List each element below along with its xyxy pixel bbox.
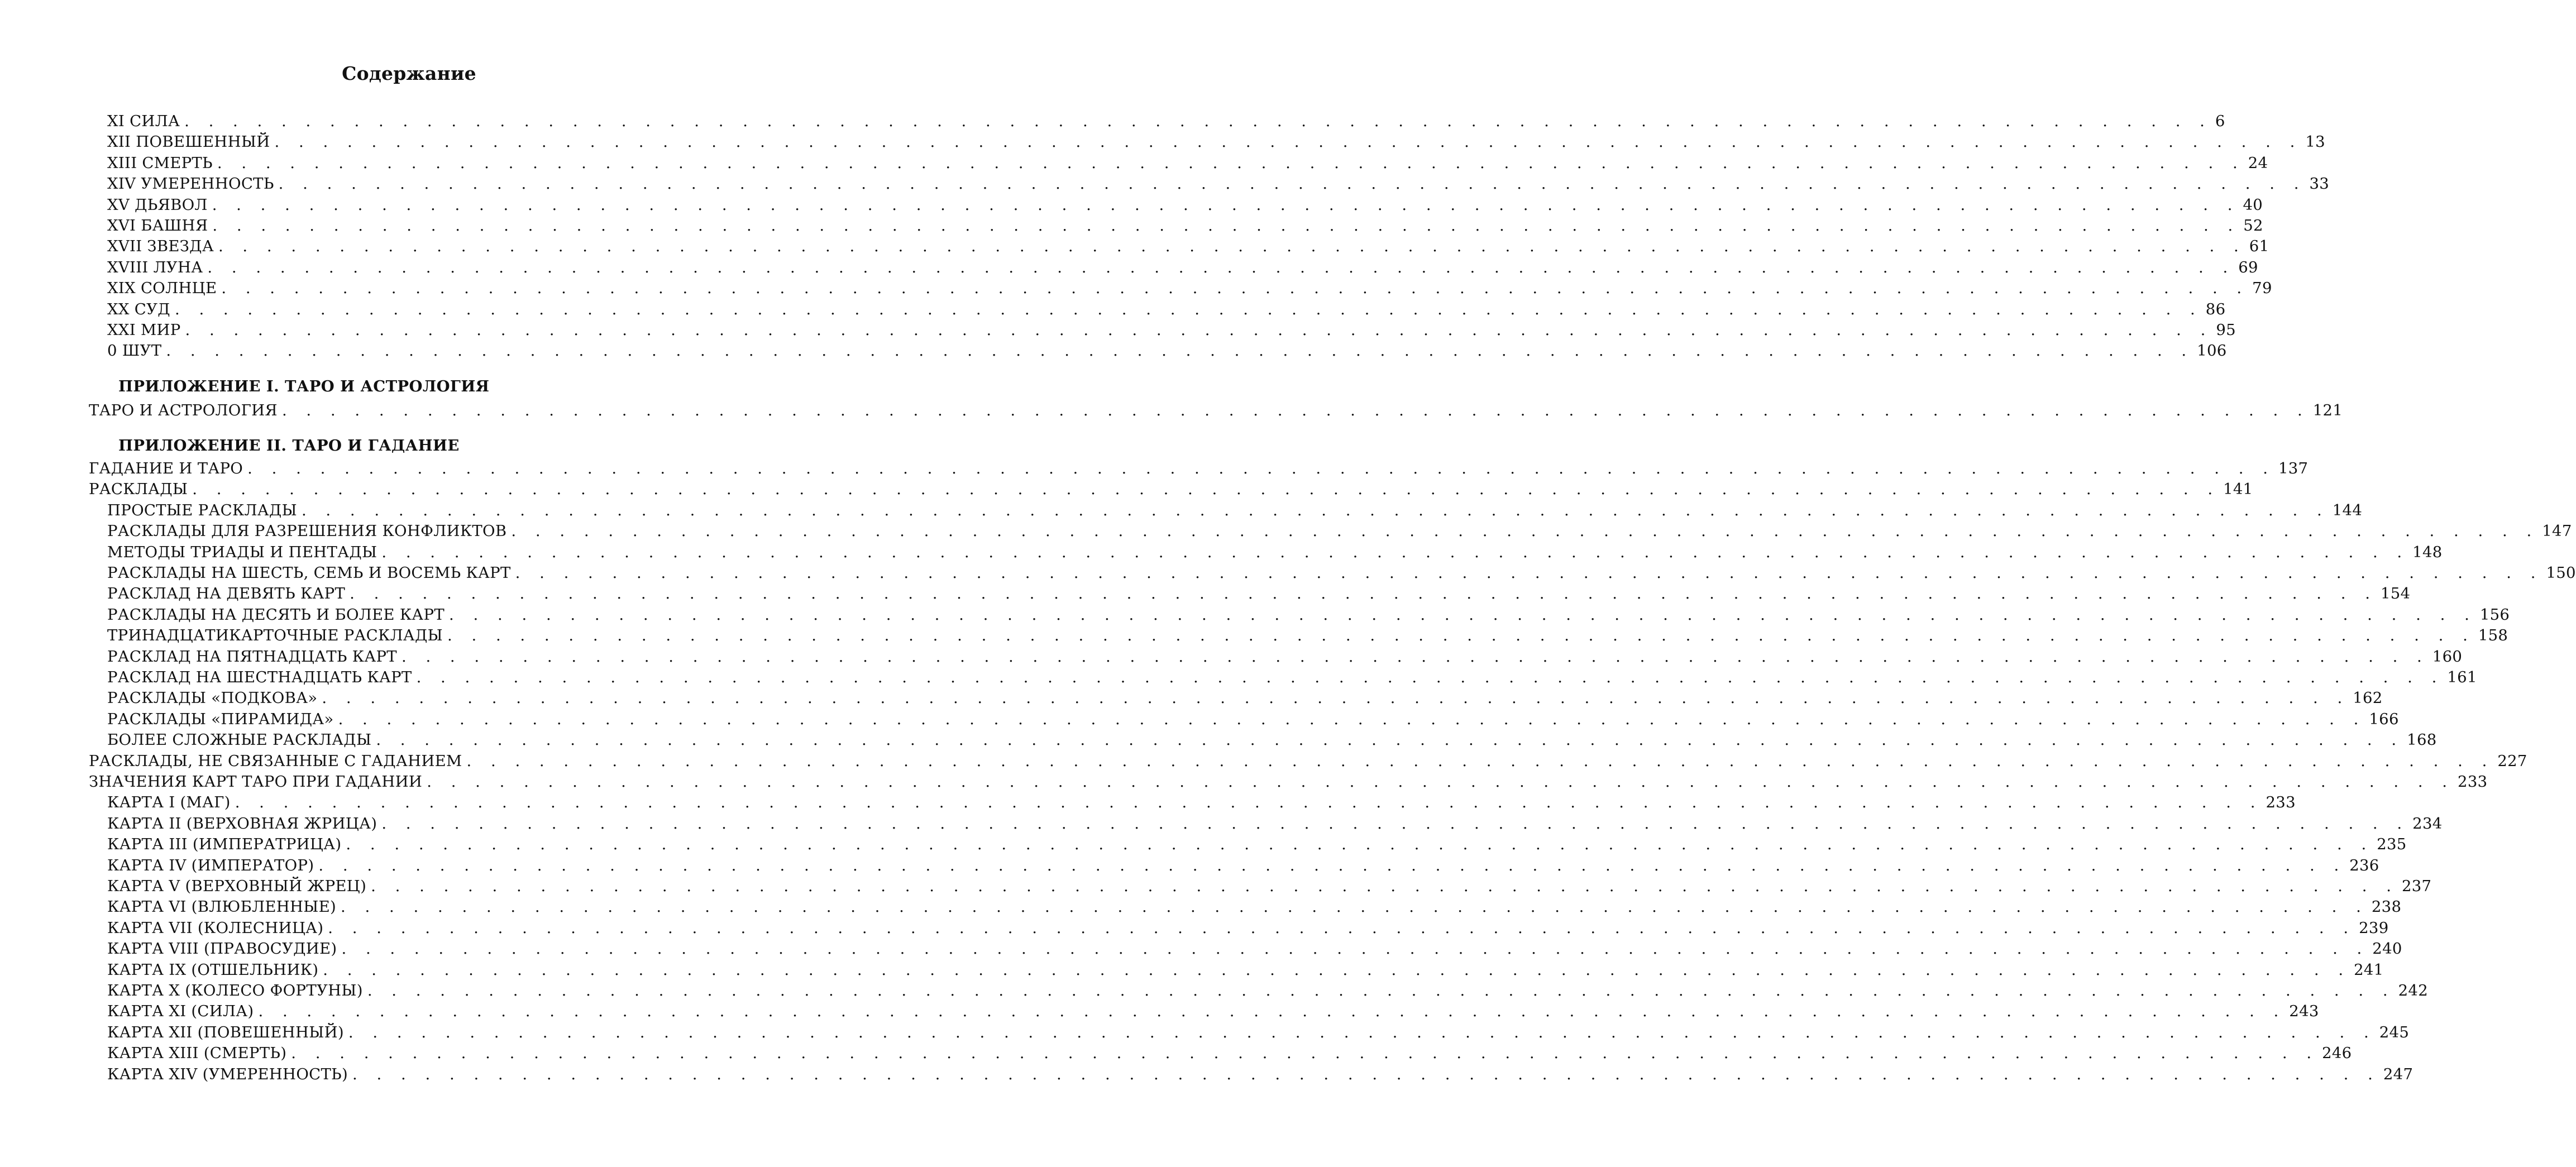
dot-leader: . . . . . . . . . . . . . . . . . . . . . . . . . . . . . . . . . . . . . . . . . . . . . . . . . . . . . . . . . . . . . . . . . . . . . . . . . . . . . . . . . . . . <box>338 710 2366 728</box>
toc-entry-page-number: 24 <box>2248 154 2268 172</box>
toc-entry-title: КАРТА XIV (УМЕРЕННОСТЬ) <box>107 1065 348 1083</box>
toc-entry-title: КАРТА IV (ИМПЕРАТОР) <box>107 856 314 874</box>
dot-leader: . . . . . . . . . . . . . . . . . . . . . . . . . . . . . . . . . . . . . . . . . . . . . . . . . . . . . . . . . . . . . . . . . . . . . . . . . . . . . . . . . . . . <box>323 960 2351 979</box>
toc-entry <box>107 688 2383 709</box>
dot-leader: . . . . . . . . . . . . . . . . . . . . . . . . . . . . . . . . . . . . . . . . . . . . . . . . . . . . . . . . . . . . . . . . . . . . . . . . . . . . . . . . . . . . <box>341 940 2369 958</box>
toc-entry-title: КАРТА I (МАГ) <box>107 793 231 812</box>
toc-entry <box>107 730 2437 750</box>
toc-entry-title: XIV УМЕРЕННОСТЬ <box>107 175 274 193</box>
dot-leader: . . . . . . . . . . . . . . . . . . . . . . . . . . . . . . . . . . . . . . . . . . . . . . . . . . . . . . . . . . . . . . . . . . . . . . . . . . . . . . . . . . . . <box>207 258 2235 276</box>
toc-entry <box>107 876 2432 897</box>
toc-entry-title: КАРТА X (КОЛЕСО ФОРТУНЫ) <box>107 982 363 999</box>
toc-entry-title: XII ПОВЕШЕННЫЙ <box>107 133 270 151</box>
dot-leader: . . . . . . . . . . . . . . . . . . . . . . . . . . . . . . . . . . . . . . . . . . . . . . . . . . . . . . . . . . . . . . . . . . . . . . . . . . . . . . . . . . . . <box>371 877 2398 895</box>
toc-entry-page-number: 160 <box>2432 647 2463 666</box>
dot-leader: . . . . . . . . . . . . . . . . . . . . . . . . . . . . . . . . . . . . . . . . . . . . . . . . . . . . . . . . . . . . . . . . . . . . . . . . . . . . . . . . . . . . <box>350 585 2377 603</box>
toc-entry-title: XIX СОЛНЦЕ <box>107 279 217 298</box>
toc-entry-page-number: 13 <box>2305 133 2325 151</box>
toc-entry <box>107 647 2463 667</box>
toc-entry-page-number: 33 <box>2309 175 2330 193</box>
dot-leader: . . . . . . . . . . . . . . . . . . . . . . . . . . . . . . . . . . . . . . . . . . . . . . . . . . . . . . . . . . . . . . . . . . . . . . . . . . . . . . . . . . . . <box>328 919 2356 937</box>
toc-entry-title: РАСКЛАДЫ ДЛЯ РАЗРЕШЕНИЯ КОНФЛИКТОВ <box>107 522 507 541</box>
toc-entry-title: РАСКЛАД НА ДЕВЯТЬ КАРТ <box>107 585 346 603</box>
toc-entry-title: РАСКЛАДЫ «ПОДКОВА» <box>107 689 318 707</box>
toc-entry <box>89 751 2527 772</box>
dot-leader: . . . . . . . . . . . . . . . . . . . . . . . . . . . . . . . . . . . . . . . . . . . . . . . . . . . . . . . . . . . . . . . . . . . . . . . . . . . . . . . . . . . . <box>401 647 2429 666</box>
toc-entry-title: ГАДАНИЕ И ТАРО <box>89 460 243 477</box>
toc-entry-title: КАРТА VII (КОЛЕСНИЦА) <box>107 919 324 937</box>
toc-entry-title: РАСКЛАДЫ НА ДЕСЯТЬ И БОЛЕЕ КАРТ <box>107 605 445 624</box>
appendix-2-heading: ПРИЛОЖЕНИЕ II. ТАРО И ГАДАНИЕ <box>118 437 460 455</box>
toc-entry-page-number: 144 <box>2332 501 2363 519</box>
toc-entry-page-number: 234 <box>2412 814 2443 833</box>
toc-entry-title: КАРТА IX (ОТШЕЛЬНИК) <box>107 960 319 979</box>
toc-entry-page-number: 243 <box>2289 1002 2319 1021</box>
toc-entry-title: 0 ШУТ <box>107 342 162 360</box>
dot-leader: . . . . . . . . . . . . . . . . . . . . . . . . . . . . . . . . . . . . . . . . . . . . . . . . . . . . . . . . . . . . . . . . . . . . . . . . . . . . . . . . . . . . <box>235 793 2263 812</box>
toc-entry-page-number: 6 <box>2215 112 2225 130</box>
toc-entry <box>107 1043 2352 1064</box>
toc-entry-page-number: 233 <box>2266 793 2296 812</box>
dot-leader: . . . . . . . . . . . . . . . . . . . . . . . . . . . . . . . . . . . . . . . . . . . . . . . . . . . . . . . . . . . . . . . . . . . . . . . . . . . . . . . . . . . . <box>352 1065 2380 1083</box>
toc-entry-title: КАРТА XIII (СМЕРТЬ) <box>107 1044 287 1063</box>
toc-entry <box>107 111 2225 132</box>
toc-entry-title: МЕТОДЫ ТРИАДЫ И ПЕНТАДЫ <box>107 543 377 561</box>
toc-entry-title: КАРТА VIII (ПРАВОСУДИЕ) <box>107 940 337 958</box>
toc-entry-page-number: 86 <box>2205 300 2226 318</box>
dot-leader: . . . . . . . . . . . . . . . . . . . . . . . . . . . . . . . . . . . . . . . . . . . . . . . . . . . . . . . . . . . . . . . . . . . . . . . . . . . . . . . . . . . . <box>291 1044 2319 1063</box>
dot-leader: . . . . . . . . . . . . . . . . . . . . . . . . . . . . . . . . . . . . . . . . . . . . . . . . . . . . . . . . . . . . . . . . . . . . . . . . . . . . . . . . . . . . <box>274 133 2302 151</box>
dot-leader: . . . . . . . . . . . . . . . . . . . . . . . . . . . . . . . . . . . . . . . . . . . . . . . . . . . . . . . . . . . . . . . . . . . . . . . . . . . . . . . . . . . . <box>348 1023 2376 1041</box>
toc-entry-title: РАСКЛАДЫ, НЕ СВЯЗАННЫЕ С ГАДАНИЕМ <box>89 752 462 770</box>
dot-leader: . . . . . . . . . . . . . . . . . . . . . . . . . . . . . . . . . . . . . . . . . . . . . . . . . . . . . . . . . . . . . . . . . . . . . . . . . . . . . . . . . . . . <box>341 898 2368 916</box>
toc-entry-title: XI СИЛА <box>107 112 180 130</box>
dot-leader: . . . . . . . . . . . . . . . . . . . . . . . . . . . . . . . . . . . . . . . . . . . . . . . . . . . . . . . . . . . . . . . . . . . . . . . . . . . . . . . . . . . . <box>427 773 2455 791</box>
toc-entry-page-number: 241 <box>2354 960 2384 979</box>
toc-entry-title: XXI МИР <box>107 321 181 339</box>
toc-entry-title: БОЛЕЕ СЛОЖНЫЕ РАСКЛАДЫ <box>107 731 372 749</box>
toc-entry-page-number: 238 <box>2371 898 2402 916</box>
toc-entry-title: РАСКЛАДЫ «ПИРАМИДА» <box>107 710 334 728</box>
toc-entry <box>107 278 2272 299</box>
toc-entry-title: КАРТА V (ВЕРХОВНЫЙ ЖРЕЦ) <box>107 877 367 895</box>
toc-entry-page-number: 40 <box>2243 195 2263 214</box>
toc-entry <box>107 174 2330 194</box>
toc-entry-page-number: 147 <box>2542 522 2572 541</box>
toc-entry-title: XVIII ЛУНА <box>107 258 203 276</box>
toc-entry-title: КАРТА XI (СИЛА) <box>107 1002 254 1021</box>
dot-leader: . . . . . . . . . . . . . . . . . . . . . . . . . . . . . . . . . . . . . . . . . . . . . . . . . . . . . . . . . . . . . . . . . . . . . . . . . . . . . . . . . . . . <box>258 1002 2286 1021</box>
dot-leader: . . . . . . . . . . . . . . . . . . . . . . . . . . . . . . . . . . . . . . . . . . . . . . . . . . . . . . . . . . . . . . . . . . . . . . . . . . . . . . . . . . . . <box>416 668 2444 686</box>
toc-entry-page-number: 69 <box>2238 258 2258 276</box>
toc-entry-page-number: 156 <box>2479 605 2510 624</box>
dot-leader: . . . . . . . . . . . . . . . . . . . . . . . . . . . . . . . . . . . . . . . . . . . . . . . . . . . . . . . . . . . . . . . . . . . . . . . . . . . . . . . . . . . . <box>192 480 2220 499</box>
toc-entry-page-number: 95 <box>2216 321 2236 339</box>
toc-entry <box>107 709 2399 730</box>
toc-entry-title: XIII СМЕРТЬ <box>107 154 213 172</box>
toc-entry <box>107 939 2402 959</box>
toc-entry-page-number: 121 <box>2312 401 2343 419</box>
dot-leader: . . . . . . . . . . . . . . . . . . . . . . . . . . . . . . . . . . . . . . . . . . . . . . . . . . . . . . . . . . . . . . . . . . . . . . . . . . . . . . . . . . . . <box>346 835 2374 854</box>
dot-leader: . . . . . . . . . . . . . . . . . . . . . . . . . . . . . . . . . . . . . . . . . . . . . . . . . . . . . . . . . . . . . . . . . . . . . . . . . . . . . . . . . . . . <box>184 112 2212 130</box>
toc-entry-title: XV ДЬЯВОЛ <box>107 195 208 214</box>
toc-entry <box>107 897 2402 917</box>
dot-leader: . . . . . . . . . . . . . . . . . . . . . . . . . . . . . . . . . . . . . . . . . . . . . . . . . . . . . . . . . . . . . . . . . . . . . . . . . . . . . . . . . . . . <box>281 401 2310 419</box>
toc-entry-page-number: 166 <box>2369 710 2399 728</box>
toc-entry-page-number: 52 <box>2243 217 2263 235</box>
dot-leader: . . . . . . . . . . . . . . . . . . . . . . . . . . . . . . . . . . . . . . . . . . . . . . . . . . . . . . . . . . . . . . . . . . . . . . . . . . . . . . . . . . . . <box>511 522 2539 541</box>
toc-entry-title: XVII ЗВЕЗДА <box>107 237 214 256</box>
toc-entry-page-number: 61 <box>2249 237 2269 256</box>
toc-entry-title: КАРТА III (ИМПЕРАТРИЦА) <box>107 835 342 854</box>
toc-entry-title: РАСКЛАДЫ НА ШЕСТЬ, СЕМЬ И ВОСЕМЬ КАРТ <box>107 564 511 582</box>
toc-entry <box>89 772 2488 792</box>
toc-entry-page-number: 246 <box>2322 1044 2352 1063</box>
toc-entry <box>107 855 2379 876</box>
toc-entry-page-number: 168 <box>2407 731 2437 749</box>
toc-entry <box>107 960 2384 981</box>
toc-entry <box>107 1001 2319 1022</box>
dot-leader: . . . . . . . . . . . . . . . . . . . . . . . . . . . . . . . . . . . . . . . . . . . . . . . . . . . . . . . . . . . . . . . . . . . . . . . . . . . . . . . . . . . . <box>212 195 2240 214</box>
toc-entry-page-number: 240 <box>2372 940 2402 958</box>
toc-entry-page-number: 141 <box>2223 480 2253 499</box>
toc-entry-page-number: 79 <box>2252 279 2272 298</box>
dot-leader: . . . . . . . . . . . . . . . . . . . . . . . . . . . . . . . . . . . . . . . . . . . . . . . . . . . . . . . . . . . . . . . . . . . . . . . . . . . . . . . . . . . . <box>322 689 2350 707</box>
toc-entry <box>107 981 2429 1001</box>
dot-leader: . . . . . . . . . . . . . . . . . . . . . . . . . . . . . . . . . . . . . . . . . . . . . . . . . . . . . . . . . . . . . . . . . . . . . . . . . . . . . . . . . . . . <box>247 460 2275 477</box>
dot-leader: . . . . . . . . . . . . . . . . . . . . . . . . . . . . . . . . . . . . . . . . . . . . . . . . . . . . . . . . . . . . . . . . . . . . . . . . . . . . . . . . . . . . <box>318 856 2346 874</box>
toc-entry-title: XX СУД <box>107 300 170 318</box>
toc-entry <box>107 299 2226 320</box>
toc-entry <box>107 195 2263 216</box>
toc-entry <box>107 563 2576 584</box>
toc-entry <box>107 341 2227 361</box>
dot-leader: . . . . . . . . . . . . . . . . . . . . . . . . . . . . . . . . . . . . . . . . . . . . . . . . . . . . . . . . . . . . . . . . . . . . . . . . . . . . . . . . . . . . <box>515 564 2543 582</box>
toc-entry-page-number: 239 <box>2359 919 2389 937</box>
dot-leader: . . . . . . . . . . . . . . . . . . . . . . . . . . . . . . . . . . . . . . . . . . . . . . . . . . . . . . . . . . . . . . . . . . . . . . . . . . . . . . . . . . . . <box>278 175 2306 193</box>
toc-entry-title: ТРИНАДЦАТИКАРТОЧНЫЕ РАСКЛАДЫ <box>107 626 443 645</box>
dot-leader: . . . . . . . . . . . . . . . . . . . . . . . . . . . . . . . . . . . . . . . . . . . . . . . . . . . . . . . . . . . . . . . . . . . . . . . . . . . . . . . . . . . . <box>381 814 2410 833</box>
toc-entry-page-number: 233 <box>2458 773 2488 791</box>
dot-leader: . . . . . . . . . . . . . . . . . . . . . . . . . . . . . . . . . . . . . . . . . . . . . . . . . . . . . . . . . . . . . . . . . . . . . . . . . . . . . . . . . . . . <box>185 321 2213 339</box>
toc-entry-page-number: 161 <box>2447 668 2477 686</box>
dot-leader: . . . . . . . . . . . . . . . . . . . . . . . . . . . . . . . . . . . . . . . . . . . . . . . . . . . . . . . . . . . . . . . . . . . . . . . . . . . . . . . . . . . . <box>217 154 2245 172</box>
toc-entry <box>107 257 2258 278</box>
toc-entry-page-number: 245 <box>2379 1023 2410 1041</box>
toc-entry-page-number: 148 <box>2412 543 2443 561</box>
toc-entry-title: РАСКЛАД НА ПЯТНАДЦАТЬ КАРТ <box>107 647 397 666</box>
toc-entry-page-number: 137 <box>2278 460 2309 477</box>
toc-entry-title: ЗНАЧЕНИЯ КАРТ ТАРО ПРИ ГАДАНИИ <box>89 773 423 791</box>
toc-entry <box>107 132 2325 152</box>
toc-entry-page-number: 162 <box>2353 689 2383 707</box>
toc-entry <box>107 521 2572 542</box>
toc-entry <box>107 667 2477 688</box>
toc-entry-page-number: 236 <box>2349 856 2379 874</box>
toc-entry <box>107 236 2269 257</box>
dot-leader: . . . . . . . . . . . . . . . . . . . . . . . . . . . . . . . . . . . . . . . . . . . . . . . . . . . . . . . . . . . . . . . . . . . . . . . . . . . . . . . . . . . . <box>376 731 2404 749</box>
toc-entry <box>89 479 2253 500</box>
toc-entry <box>89 458 2309 479</box>
toc-entry <box>107 584 2411 604</box>
dot-leader: . . . . . . . . . . . . . . . . . . . . . . . . . . . . . . . . . . . . . . . . . . . . . . . . . . . . . . . . . . . . . . . . . . . . . . . . . . . . . . . . . . . . <box>212 217 2240 235</box>
toc-entry-title: КАРТА II (ВЕРХОВНАЯ ЖРИЦА) <box>107 814 377 833</box>
dot-leader: . . . . . . . . . . . . . . . . . . . . . . . . . . . . . . . . . . . . . . . . . . . . . . . . . . . . . . . . . . . . . . . . . . . . . . . . . . . . . . . . . . . . <box>381 543 2410 561</box>
toc-entry-title: РАСКЛАД НА ШЕСТНАДЦАТЬ КАРТ <box>107 668 412 686</box>
dot-leader: . . . . . . . . . . . . . . . . . . . . . . . . . . . . . . . . . . . . . . . . . . . . . . . . . . . . . . . . . . . . . . . . . . . . . . . . . . . . . . . . . . . . <box>367 982 2395 999</box>
page-title: Содержание <box>342 63 476 84</box>
toc-entry-title: XVI БАШНЯ <box>107 217 208 235</box>
toc-entry-page-number: 154 <box>2380 585 2411 603</box>
toc-entry-page-number: 235 <box>2377 835 2407 854</box>
toc-entry <box>107 792 2296 813</box>
toc-entry <box>107 814 2443 834</box>
toc-entry-page-number: 247 <box>2383 1065 2413 1083</box>
toc-entry <box>107 500 2363 521</box>
dot-leader: . . . . . . . . . . . . . . . . . . . . . . . . . . . . . . . . . . . . . . . . . . . . . . . . . . . . . . . . . . . . . . . . . . . . . . . . . . . . . . . . . . . . <box>301 501 2329 519</box>
toc-entry-page-number: 150 <box>2546 564 2576 582</box>
dot-leader: . . . . . . . . . . . . . . . . . . . . . . . . . . . . . . . . . . . . . . . . . . . . . . . . . . . . . . . . . . . . . . . . . . . . . . . . . . . . . . . . . . . . <box>174 300 2202 318</box>
toc-entry <box>107 542 2443 563</box>
toc-entry-title: КАРТА VI (ВЛЮБЛЕННЫЕ) <box>107 898 337 916</box>
toc-entry-page-number: 158 <box>2478 626 2508 645</box>
dot-leader: . . . . . . . . . . . . . . . . . . . . . . . . . . . . . . . . . . . . . . . . . . . . . . . . . . . . . . . . . . . . . . . . . . . . . . . . . . . . . . . . . . . . <box>218 237 2246 256</box>
toc-entry <box>107 1064 2413 1085</box>
toc-entry-page-number: 227 <box>2497 752 2527 770</box>
appendix-1-heading: ПРИЛОЖЕНИЕ I. ТАРО И АСТРОЛОГИЯ <box>118 377 490 395</box>
dot-leader: . . . . . . . . . . . . . . . . . . . . . . . . . . . . . . . . . . . . . . . . . . . . . . . . . . . . . . . . . . . . . . . . . . . . . . . . . . . . . . . . . . . . <box>449 605 2477 624</box>
toc-entry <box>89 400 2343 421</box>
toc-entry <box>107 1022 2410 1043</box>
dot-leader: . . . . . . . . . . . . . . . . . . . . . . . . . . . . . . . . . . . . . . . . . . . . . . . . . . . . . . . . . . . . . . . . . . . . . . . . . . . . . . . . . . . . <box>466 752 2494 770</box>
toc-entry-page-number: 242 <box>2398 982 2429 999</box>
dot-leader: . . . . . . . . . . . . . . . . . . . . . . . . . . . . . . . . . . . . . . . . . . . . . . . . . . . . . . . . . . . . . . . . . . . . . . . . . . . . . . . . . . . . <box>166 342 2194 360</box>
toc-entry-title: КАРТА XII (ПОВЕШЕННЫЙ) <box>107 1023 344 1041</box>
toc-entry-page-number: 106 <box>2197 342 2227 360</box>
toc-entry <box>107 605 2510 625</box>
toc-entry <box>107 625 2508 646</box>
toc-entry-title: ТАРО И АСТРОЛОГИЯ <box>89 401 278 419</box>
toc-entry-page-number: 237 <box>2401 877 2432 895</box>
dot-leader: . . . . . . . . . . . . . . . . . . . . . . . . . . . . . . . . . . . . . . . . . . . . . . . . . . . . . . . . . . . . . . . . . . . . . . . . . . . . . . . . . . . . <box>221 279 2249 298</box>
toc-entry <box>107 834 2407 855</box>
toc-entry <box>107 153 2268 174</box>
dot-leader: . . . . . . . . . . . . . . . . . . . . . . . . . . . . . . . . . . . . . . . . . . . . . . . . . . . . . . . . . . . . . . . . . . . . . . . . . . . . . . . . . . . . <box>447 626 2475 645</box>
toc-entry-title: РАСКЛАДЫ <box>89 480 188 499</box>
toc-entry-title: ПРОСТЫЕ РАСКЛАДЫ <box>107 501 297 519</box>
toc-entry <box>107 918 2389 939</box>
toc-entry <box>107 216 2263 236</box>
toc-entry <box>107 320 2236 341</box>
